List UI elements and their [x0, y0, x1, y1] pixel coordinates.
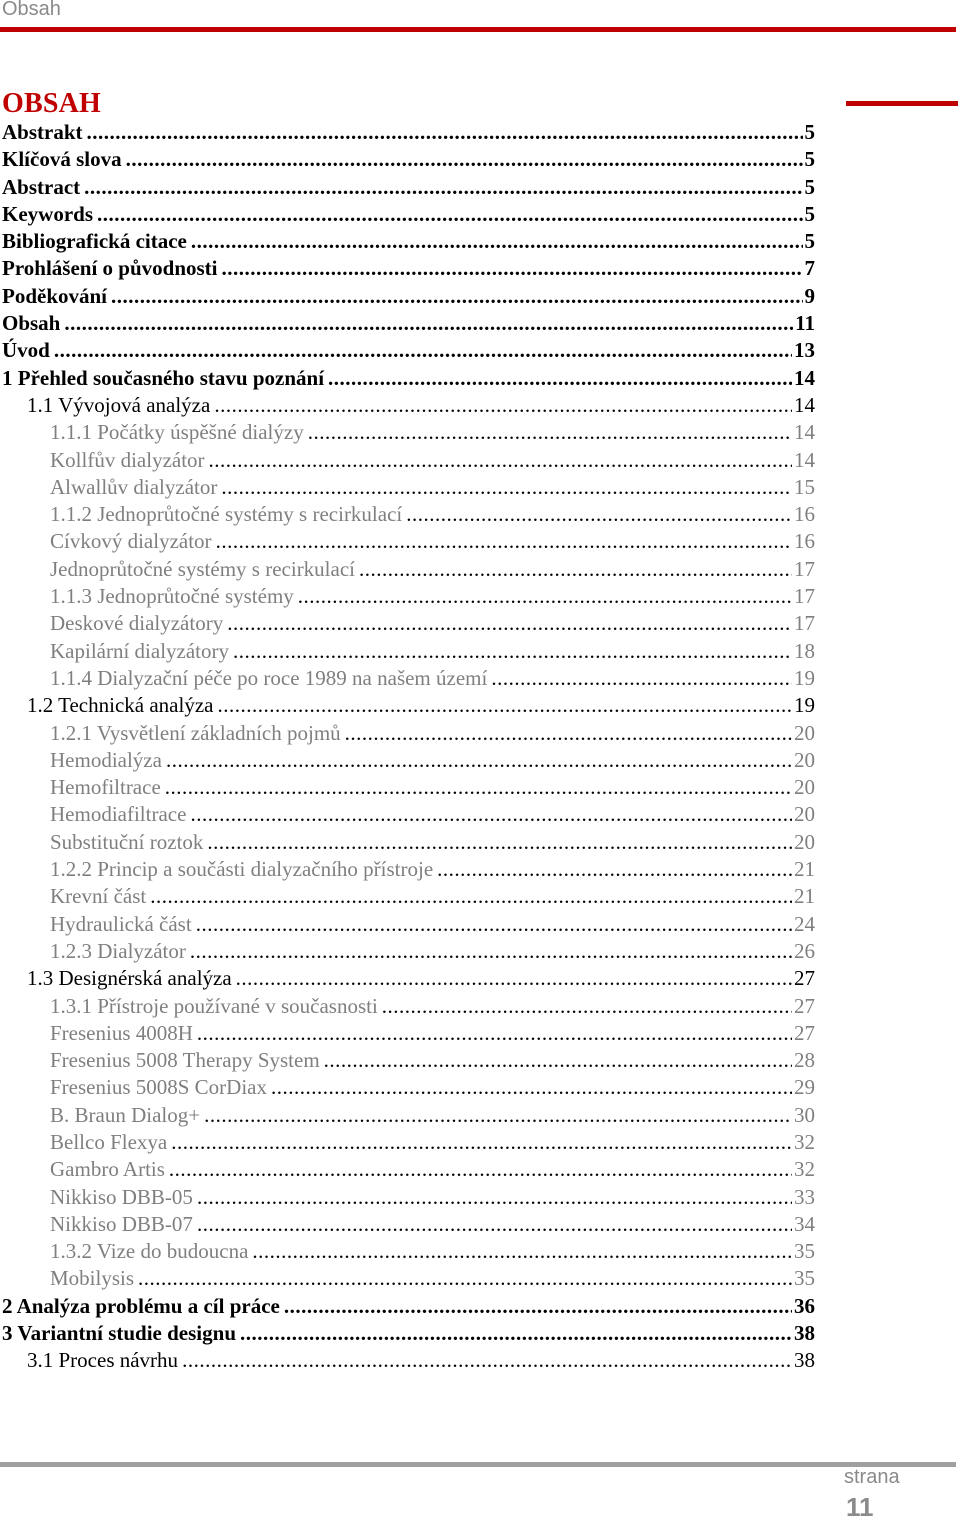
toc-entry-label: 1.2.1 Vysvětlení základních pojmů — [50, 720, 341, 745]
toc-entry-page: 19 — [794, 693, 815, 718]
toc-entry[interactable] — [0, 583, 815, 610]
toc-entry-label: 1.1.4 Dialyzační péče po roce 1989 na našem území — [50, 665, 488, 690]
toc-dot-leader — [166, 747, 792, 774]
toc-entry[interactable] — [0, 720, 815, 747]
toc-entry[interactable] — [0, 911, 815, 938]
toc-dot-leader — [437, 856, 792, 883]
toc-entry[interactable] — [0, 255, 815, 282]
toc-entry[interactable] — [0, 1184, 815, 1211]
toc-dot-leader — [87, 119, 803, 146]
toc-entry-page: 5 — [804, 201, 815, 226]
toc-entry[interactable] — [0, 829, 815, 856]
toc-entry[interactable] — [0, 501, 815, 528]
toc-entry[interactable] — [0, 938, 815, 965]
toc-dot-leader — [236, 965, 792, 992]
toc-dot-leader — [324, 1047, 792, 1074]
toc-entry-label: Fresenius 5008 Therapy System — [50, 1048, 320, 1073]
toc-entry-label: Alwallův dialyzátor — [50, 474, 218, 499]
toc-entry-page: 5 — [804, 147, 815, 172]
toc-entry-label: Prohlášení o původnosti — [2, 256, 218, 281]
toc-entry-label: 1.3.1 Přístroje používané v současnosti — [50, 993, 378, 1018]
toc-entry-page: 36 — [794, 1293, 815, 1318]
toc-entry-page: 29 — [794, 1075, 815, 1100]
toc-dot-leader — [196, 911, 792, 938]
toc-dot-leader — [171, 1129, 792, 1156]
toc-entry-page: 18 — [794, 638, 815, 663]
toc-dot-leader — [284, 1293, 792, 1320]
toc-dot-leader — [150, 883, 792, 910]
toc-dot-leader — [298, 583, 792, 610]
toc-entry-page: 13 — [794, 338, 815, 363]
toc-entry-label: B. Braun Dialog+ — [50, 1102, 201, 1127]
toc-dot-leader — [97, 201, 803, 228]
toc-entry[interactable] — [0, 119, 815, 146]
toc-entry-label: Fresenius 4008H — [50, 1020, 193, 1045]
toc-dot-leader — [382, 993, 792, 1020]
toc-dot-leader — [197, 1211, 792, 1238]
toc-entry[interactable] — [0, 310, 815, 337]
toc-entry[interactable] — [0, 1265, 815, 1292]
toc-entry-label: Abstract — [2, 174, 81, 199]
toc-entry-label: Hemofiltrace — [50, 775, 161, 800]
toc-dot-leader — [54, 337, 792, 364]
toc-entry[interactable] — [0, 228, 815, 255]
toc-entry[interactable] — [0, 528, 815, 555]
running-header-title: Obsah — [2, 0, 61, 20]
page-label: strana — [844, 1466, 900, 1488]
toc-dot-leader — [165, 774, 792, 801]
toc-entry-label: Substituční roztok — [50, 829, 204, 854]
toc-entry-label: 3.1 Proces návrhu — [27, 1348, 179, 1373]
toc-entry-label: 1.1.3 Jednoprůtočné systémy — [50, 584, 294, 609]
toc-dot-leader — [252, 1238, 792, 1265]
toc-entry[interactable] — [0, 365, 815, 392]
toc-dot-leader — [138, 1265, 792, 1292]
toc-entry[interactable] — [0, 747, 815, 774]
toc-dot-leader — [191, 228, 803, 255]
toc-entry-page: 7 — [804, 256, 815, 281]
toc-entry[interactable] — [0, 883, 815, 910]
toc-dot-leader — [197, 1020, 792, 1047]
toc-entry[interactable] — [0, 146, 815, 173]
toc-entry-label: Keywords — [2, 201, 93, 226]
toc-entry-page: 24 — [794, 911, 815, 936]
header-rule — [0, 27, 956, 32]
toc-entry-page: 21 — [794, 884, 815, 909]
toc-entry-label: Gambro Artis — [50, 1157, 165, 1182]
toc-entry[interactable] — [0, 556, 815, 583]
toc-entry[interactable] — [0, 1293, 815, 1320]
toc-dot-leader — [204, 1102, 792, 1129]
toc-dot-leader — [216, 528, 792, 555]
toc-dot-leader — [271, 1074, 792, 1101]
toc-entry-page: 9 — [804, 283, 815, 308]
toc-entry-page: 38 — [794, 1321, 815, 1346]
toc-entry-page: 34 — [794, 1211, 815, 1236]
toc-entry-page: 14 — [794, 420, 815, 445]
toc-entry-page: 20 — [794, 720, 815, 745]
toc-entry-page: 17 — [794, 611, 815, 636]
toc-entry[interactable] — [0, 856, 815, 883]
toc-entry-label: Fresenius 5008S CorDiax — [50, 1075, 267, 1100]
toc-dot-leader — [233, 638, 792, 665]
toc-entry[interactable] — [0, 965, 815, 992]
toc-entry-label: Abstrakt — [2, 120, 83, 144]
toc-entry-page: 27 — [794, 1020, 815, 1045]
toc-entry-label: Nikkiso DBB-07 — [50, 1211, 193, 1236]
toc-dot-leader — [207, 829, 792, 856]
toc-entry-label: Kollfův dialyzátor — [50, 447, 205, 472]
toc-entry-label: Poděkování — [2, 283, 108, 308]
toc-entry-page: 32 — [794, 1129, 815, 1154]
toc-entry[interactable] — [0, 774, 815, 801]
toc-entry-label: 2 Analýza problému a cíl práce — [2, 1293, 280, 1318]
toc-dot-leader — [406, 501, 792, 528]
toc-entry-label: Úvod — [2, 338, 50, 363]
toc-entry-page: 35 — [794, 1266, 815, 1291]
toc-entry-label: Bellco Flexya — [50, 1129, 168, 1154]
toc-entry-label: Deskové dialyzátory — [50, 611, 224, 636]
page-title: OBSAH — [2, 88, 102, 119]
toc-entry-label: 1 Přehled současného stavu poznání — [2, 365, 325, 390]
toc-entry-label: Bibliografická citace — [2, 229, 187, 254]
toc-entry[interactable] — [0, 1129, 815, 1156]
footer-rule — [0, 1462, 956, 1467]
toc-dot-leader — [240, 1320, 792, 1347]
page-number: 11 — [846, 1492, 874, 1522]
toc-entry[interactable] — [0, 201, 815, 228]
toc-dot-leader — [190, 801, 792, 828]
toc-entry[interactable] — [0, 283, 815, 310]
toc-dot-leader — [169, 1156, 792, 1183]
toc-dot-leader — [345, 720, 792, 747]
toc-dot-leader — [217, 692, 792, 719]
toc-dot-leader — [359, 556, 792, 583]
toc-entry-label: Obsah — [2, 311, 61, 336]
toc-entry[interactable] — [0, 1320, 815, 1347]
toc-entry-page: 5 — [804, 229, 815, 254]
toc-dot-leader — [491, 665, 792, 692]
toc-entry-page: 20 — [794, 747, 815, 772]
toc-dot-leader — [222, 255, 803, 282]
toc-entry[interactable] — [0, 1156, 815, 1183]
toc-entry-label: Nikkiso DBB-05 — [50, 1184, 193, 1209]
toc-entry[interactable] — [0, 337, 815, 364]
toc-entry-label: Mobilysis — [50, 1266, 135, 1291]
toc-entry-label: Klíčová slova — [2, 147, 122, 172]
toc-entry-page: 20 — [794, 775, 815, 800]
toc-entry[interactable] — [0, 692, 815, 719]
toc-dot-leader — [64, 310, 793, 337]
toc-entry-label: Jednoprůtočné systémy s recirkulací — [50, 556, 355, 581]
toc-entry-label: 1.2.2 Princip a součásti dialyzačního přístroje — [50, 857, 434, 882]
toc-dot-leader — [308, 419, 792, 446]
toc-entry-page: 17 — [794, 556, 815, 581]
toc-entry-page: 14 — [794, 447, 815, 472]
toc-dot-leader — [190, 938, 792, 965]
toc-entry[interactable] — [0, 638, 815, 665]
toc-entry[interactable] — [0, 665, 815, 692]
toc-entry-page: 28 — [794, 1048, 815, 1073]
toc-entry-page: 27 — [794, 966, 815, 991]
toc-entry-label: Hemodiafiltrace — [50, 802, 187, 827]
toc-entry-page: 17 — [794, 584, 815, 609]
toc-entry-page: 19 — [794, 665, 815, 690]
toc-dot-leader — [197, 1184, 792, 1211]
toc-entry-label: Krevní část — [50, 884, 147, 909]
toc-entry-page: 20 — [794, 802, 815, 827]
toc-entry-label: 1.3.2 Vize do budoucna — [50, 1239, 249, 1264]
toc-entry-label: Cívkový dialyzátor — [50, 529, 212, 554]
toc-entry-label: 3 Variantní studie designu — [2, 1321, 236, 1346]
toc-entry-page: 32 — [794, 1157, 815, 1182]
toc-entry-page: 15 — [794, 474, 815, 499]
toc-entry-label: 1.1.1 Počátky úspěšné dialýzy — [50, 420, 304, 445]
toc-dot-leader — [328, 365, 792, 392]
toc-entry-page: 26 — [794, 938, 815, 963]
toc-entry[interactable] — [0, 1020, 815, 1047]
toc-entry[interactable] — [0, 993, 815, 1020]
toc-entry-page: 38 — [794, 1348, 815, 1373]
toc-entry[interactable] — [0, 1238, 815, 1265]
toc-entry-page: 14 — [794, 392, 815, 417]
toc-entry-label: 1.3 Designérská analýza — [27, 966, 232, 991]
toc-entry-page: 30 — [794, 1102, 815, 1127]
heading-accent-rule — [846, 101, 958, 106]
toc-entry[interactable] — [0, 1047, 815, 1074]
toc-entry-label: Hydraulická část — [50, 911, 192, 936]
toc-entry[interactable] — [0, 1074, 815, 1101]
toc-entry[interactable] — [0, 447, 815, 474]
toc-entry-page: 20 — [794, 829, 815, 854]
toc-entry-page: 5 — [804, 174, 815, 199]
toc-entry-page: 16 — [794, 502, 815, 527]
toc-dot-leader — [182, 1347, 792, 1374]
toc-entry-label: 1.2 Technická analýza — [27, 693, 214, 718]
toc-entry-page: 11 — [795, 311, 815, 336]
toc-entry-page: 21 — [794, 857, 815, 882]
toc-entry-page: 35 — [794, 1239, 815, 1264]
toc-entry[interactable] — [0, 419, 815, 446]
toc-dot-leader — [221, 474, 792, 501]
toc-dot-leader — [214, 392, 792, 419]
toc-entry-page: 5 — [804, 120, 815, 144]
toc-entry-label: Hemodialýza — [50, 747, 162, 772]
toc-dot-leader — [126, 146, 803, 173]
toc-entry-page: 27 — [794, 993, 815, 1018]
toc-entry-page: 14 — [794, 365, 815, 390]
toc-entry[interactable] — [0, 474, 815, 501]
table-of-contents — [0, 119, 815, 1375]
toc-entry-page: 33 — [794, 1184, 815, 1209]
toc-entry[interactable] — [0, 1211, 815, 1238]
toc-entry[interactable] — [0, 610, 815, 637]
toc-dot-leader — [227, 610, 792, 637]
toc-entry[interactable] — [0, 174, 815, 201]
toc-entry-label: 1.1.2 Jednoprůtočné systémy s recirkulací — [50, 502, 403, 527]
toc-entry[interactable] — [0, 1102, 815, 1129]
toc-entry-label: 1.2.3 Dialyzátor — [50, 938, 186, 963]
toc-entry-label: Kapilární dialyzátory — [50, 638, 230, 663]
toc-entry[interactable] — [0, 392, 815, 419]
toc-entry-label: 1.1 Vývojová analýza — [27, 392, 211, 417]
toc-entry[interactable] — [0, 801, 815, 828]
toc-entry-page: 16 — [794, 529, 815, 554]
toc-dot-leader — [209, 447, 792, 474]
toc-dot-leader — [111, 283, 802, 310]
toc-entry[interactable] — [0, 1347, 815, 1374]
toc-dot-leader — [84, 174, 802, 201]
